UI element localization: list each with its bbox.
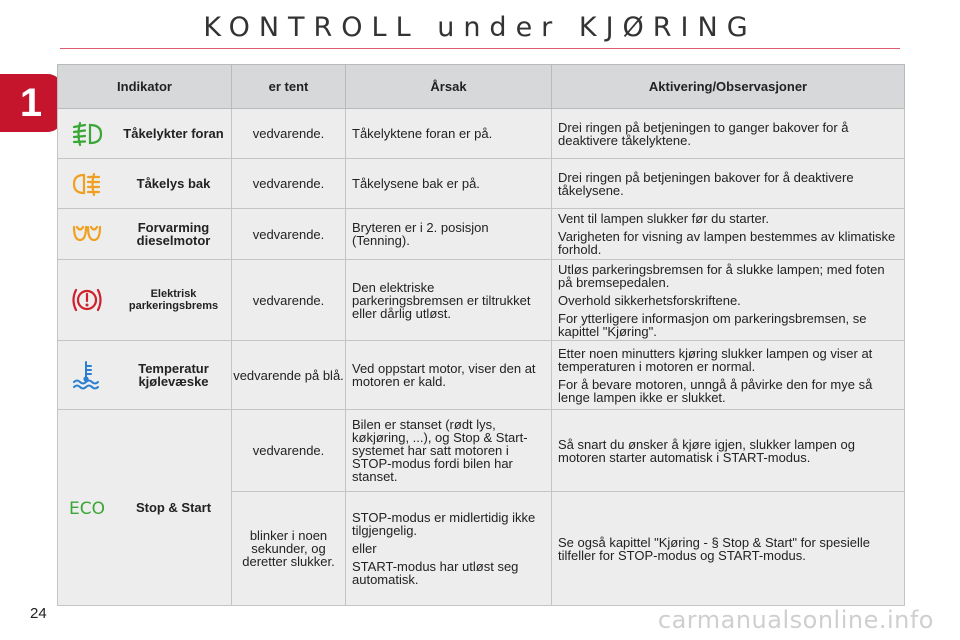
table-row [58,209,905,260]
lit-state: vedvarende på blå. [232,341,346,410]
front-fog-light-icon [58,121,116,147]
table-header-row [58,65,905,109]
lit-state: vedvarende. [232,159,346,209]
coolant-temperature-icon [58,360,116,390]
action-text: Drei ringen på betjeningen to ganger bakover for å deaktivere tåkelyktene. [552,109,905,159]
svg-text:ECO: ECO [69,498,105,519]
cause-text: Den elektriske parkeringsbremsen er tiltrukket eller dårlig utløst. [346,260,552,341]
eco-icon [58,497,116,519]
header-indicator: Indikator [58,65,232,109]
title-divider [60,48,900,49]
header-lit: er tent [232,65,346,109]
chapter-tab: 1 [0,74,62,132]
action-text: Utløs parkeringsbremsen for å slukke lampen; med foten på bremsepedalen. Overhold sikkerhetsforskriftene. For ytterligere informasjon om parkeringsbremsen, se kapittel "Kjøring". [552,260,905,341]
table-row [58,109,905,159]
table-row [58,341,905,410]
page-title: KONTROLL under KJØRING [203,12,757,43]
rear-fog-light-icon [58,172,116,196]
cause-text: STOP-modus er midlertidig ikke tilgjengelig. eller START-modus har utløst seg automatisk. [346,492,552,606]
lit-state: blinker i noen sekunder, og deretter slukker. [232,492,346,606]
cause-text: Bilen er stanset (rødt lys, køkjøring, ...), og Stop & Start-systemet har satt motoren i STOP-modus fordi bilen har stanset. [346,410,552,492]
parking-brake-icon [58,285,116,315]
indicator-name: Stop & Start [135,500,212,515]
indicator-name: Elektrisk parkeringsbrems [128,288,219,312]
action-text: Etter noen minutters kjøring slukker lampen og viser at temperaturen i motoren er normal. For å bevare motoren, unngå å påvirke den for mye så lenge lampen ikke er slukket. [552,341,905,410]
lit-state: vedvarende. [232,260,346,341]
lit-state: vedvarende. [232,109,346,159]
action-text: Vent til lampen slukker før du starter. Varigheten for visning av lampen bestemmes av klimatiske forhold. [552,209,905,260]
action-text: Så snart du ønsker å kjøre igjen, slukker lampen og motoren starter automatisk i START-modus. [552,410,905,492]
header-cause: Årsak [346,65,552,109]
cause-text: Tåkelysene bak er på. [346,159,552,209]
cause-text: Tåkelyktene foran er på. [346,109,552,159]
table-row [58,159,905,209]
indicator-name: Tåkelykter foran [123,126,224,141]
indicator-name: Tåkelys bak [136,176,211,191]
indicator-name: Temperatur kjølevæske [138,361,209,389]
page-number: 24 [30,605,47,622]
cause-text: Bryteren er i 2. posisjon (Tenning). [346,209,552,260]
cause-text: Ved oppstart motor, viser den at motoren er kald. [346,341,552,410]
indicator-name: Forvarming dieselmotor [136,220,211,248]
table-row [58,260,905,341]
glow-plug-icon [58,224,116,244]
watermark: carmanualsonline.info [657,606,934,634]
header-action: Aktivering/Observasjoner [552,65,905,109]
action-text: Drei ringen på betjeningen bakover for å deaktivere tåkelysene. [552,159,905,209]
action-text: Se også kapittel "Kjøring - § Stop & Start" for spesielle tilfeller for STOP-modus og START-modus. [552,492,905,606]
lit-state: vedvarende. [232,209,346,260]
indicator-table [57,64,905,606]
lit-state: vedvarende. [232,410,346,492]
table-row [58,410,905,492]
